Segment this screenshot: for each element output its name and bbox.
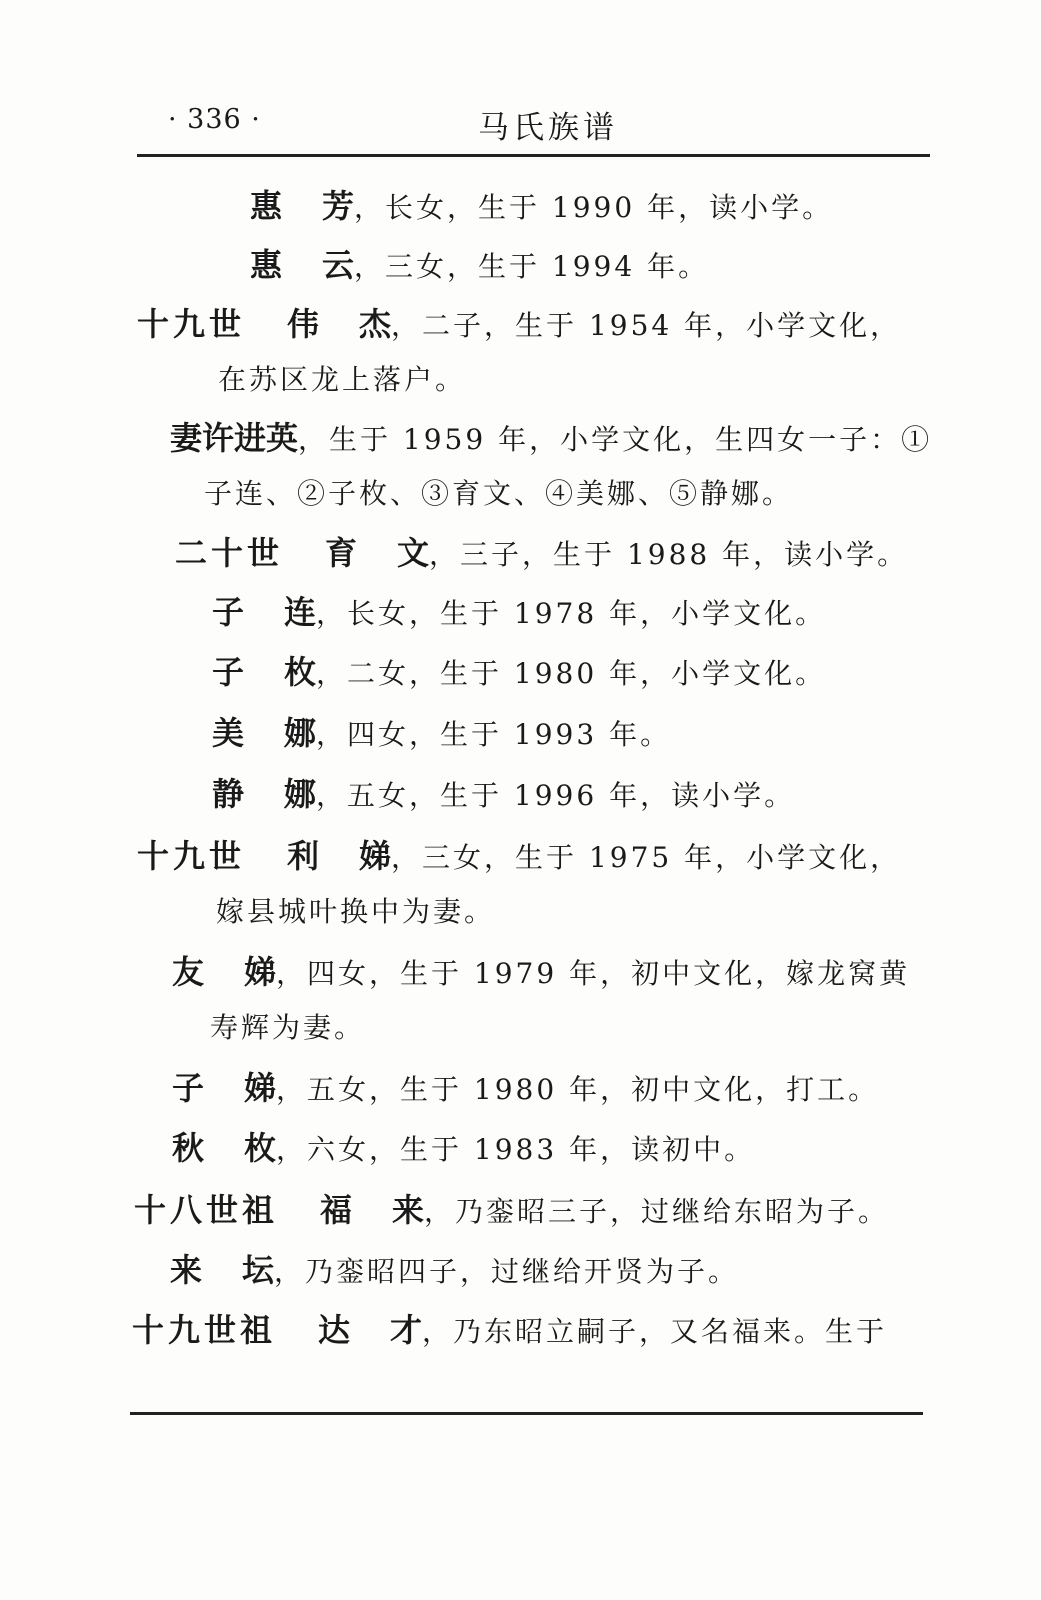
header-rule [137, 154, 930, 157]
name-char-1: 惠 [250, 246, 283, 284]
name-char-2: 连 [284, 593, 317, 631]
entry-text: ，二女，生于 1980 年，小学文化。 [316, 657, 827, 690]
entry-line [250, 186, 833, 228]
entry-text: ，生于 1959 年，小学文化，生四女一子：① [298, 423, 933, 456]
name-char-2: 枚 [284, 653, 317, 691]
entry-text: ，乃东昭立嗣子，又名福来。生于 [422, 1315, 888, 1348]
name-char-2: 坛 [242, 1251, 275, 1289]
entry-text: ，长女，生于 1990 年，读小学。 [354, 191, 834, 224]
entry-text: 嫁县城叶换中为妻。 [216, 895, 496, 928]
name-char-1: 美 [212, 714, 245, 752]
generation-label: 十八世祖 [134, 1191, 279, 1229]
generation-label: 十九世 [137, 837, 246, 875]
name-char-1: 子 [212, 653, 245, 691]
entry-text: 子连、②子枚、③育文、④美娜、⑤静娜。 [204, 477, 794, 510]
name-char-1: 来 [170, 1251, 203, 1289]
entry-text: ，三子，生于 1988 年，读小学。 [429, 538, 909, 571]
entry-text: ，乃銮昭四子，过继给开贤为子。 [274, 1255, 740, 1288]
entry-text: ，三女，生于 1975 年，小学文化， [391, 841, 902, 874]
spouse-name: 妻许进英 [170, 419, 299, 457]
name-char-2: 文 [397, 534, 430, 572]
entry-text: 在苏区龙上落户。 [218, 363, 467, 396]
entry-line [134, 1190, 889, 1232]
entry-line [172, 1128, 755, 1170]
footer-rule [130, 1412, 923, 1415]
name-char-2: 娣 [359, 837, 392, 875]
name-char-1: 福 [320, 1191, 353, 1229]
name-char-2: 娣 [244, 953, 277, 991]
entry-line [212, 652, 826, 694]
generation-label: 二十世 [175, 534, 284, 572]
name-char-1: 伟 [287, 305, 320, 343]
entry-line [212, 713, 671, 755]
entry-text: ，六女，生于 1983 年，读初中。 [276, 1133, 756, 1166]
name-char-2: 枚 [244, 1129, 277, 1167]
name-char-2: 才 [390, 1311, 423, 1349]
name-char-2: 娜 [284, 775, 317, 813]
name-char-1: 达 [318, 1311, 351, 1349]
entry-text: 寿辉为妻。 [210, 1011, 366, 1044]
name-char-2: 芳 [322, 187, 355, 225]
entry-line [175, 533, 908, 575]
entry-text: ，五女，生于 1996 年，读小学。 [316, 779, 796, 812]
name-char-1: 子 [172, 1069, 205, 1107]
entry-line [212, 592, 826, 634]
continuation-line [216, 892, 495, 932]
entry-line [170, 418, 932, 460]
entry-text: ，四女，生于 1993 年。 [316, 718, 672, 751]
entry-line [250, 245, 709, 287]
entry-text: ，三女，生于 1994 年。 [354, 250, 710, 283]
name-char-1: 惠 [250, 187, 283, 225]
generation-label: 十九世 [137, 305, 246, 343]
name-char-2: 娜 [284, 714, 317, 752]
generation-label: 十九世祖 [132, 1311, 277, 1349]
name-char-1: 秋 [172, 1129, 205, 1167]
entry-text: ，四女，生于 1979 年，初中文化，嫁龙窝黄 [276, 957, 911, 990]
name-char-2: 云 [322, 246, 355, 284]
entry-text: ，长女，生于 1978 年，小学文化。 [316, 597, 827, 630]
name-char-1: 育 [325, 534, 358, 572]
entry-line [212, 774, 795, 816]
entry-text: ，五女，生于 1980 年，初中文化，打工。 [276, 1073, 880, 1106]
name-char-1: 友 [172, 953, 205, 991]
entry-line [137, 304, 901, 346]
name-char-2: 杰 [359, 305, 392, 343]
page-number: · 336 · [168, 104, 261, 135]
name-char-1: 静 [212, 775, 245, 813]
name-char-1: 子 [212, 593, 245, 631]
entry-line [172, 1068, 879, 1110]
entry-line [132, 1310, 887, 1352]
name-char-2: 娣 [244, 1069, 277, 1107]
entry-line [137, 836, 901, 878]
entry-line [172, 952, 910, 994]
name-char-2: 来 [392, 1191, 425, 1229]
entry-line [170, 1250, 739, 1292]
continuation-line [210, 1008, 365, 1048]
entry-text: ，二子，生于 1954 年，小学文化， [391, 309, 902, 342]
entry-text: ，乃銮昭三子，过继给东昭为子。 [424, 1195, 890, 1228]
book-title: 马氏族谱 [478, 110, 618, 146]
continuation-line [218, 360, 466, 400]
name-char-1: 利 [287, 837, 320, 875]
continuation-line [204, 474, 793, 514]
